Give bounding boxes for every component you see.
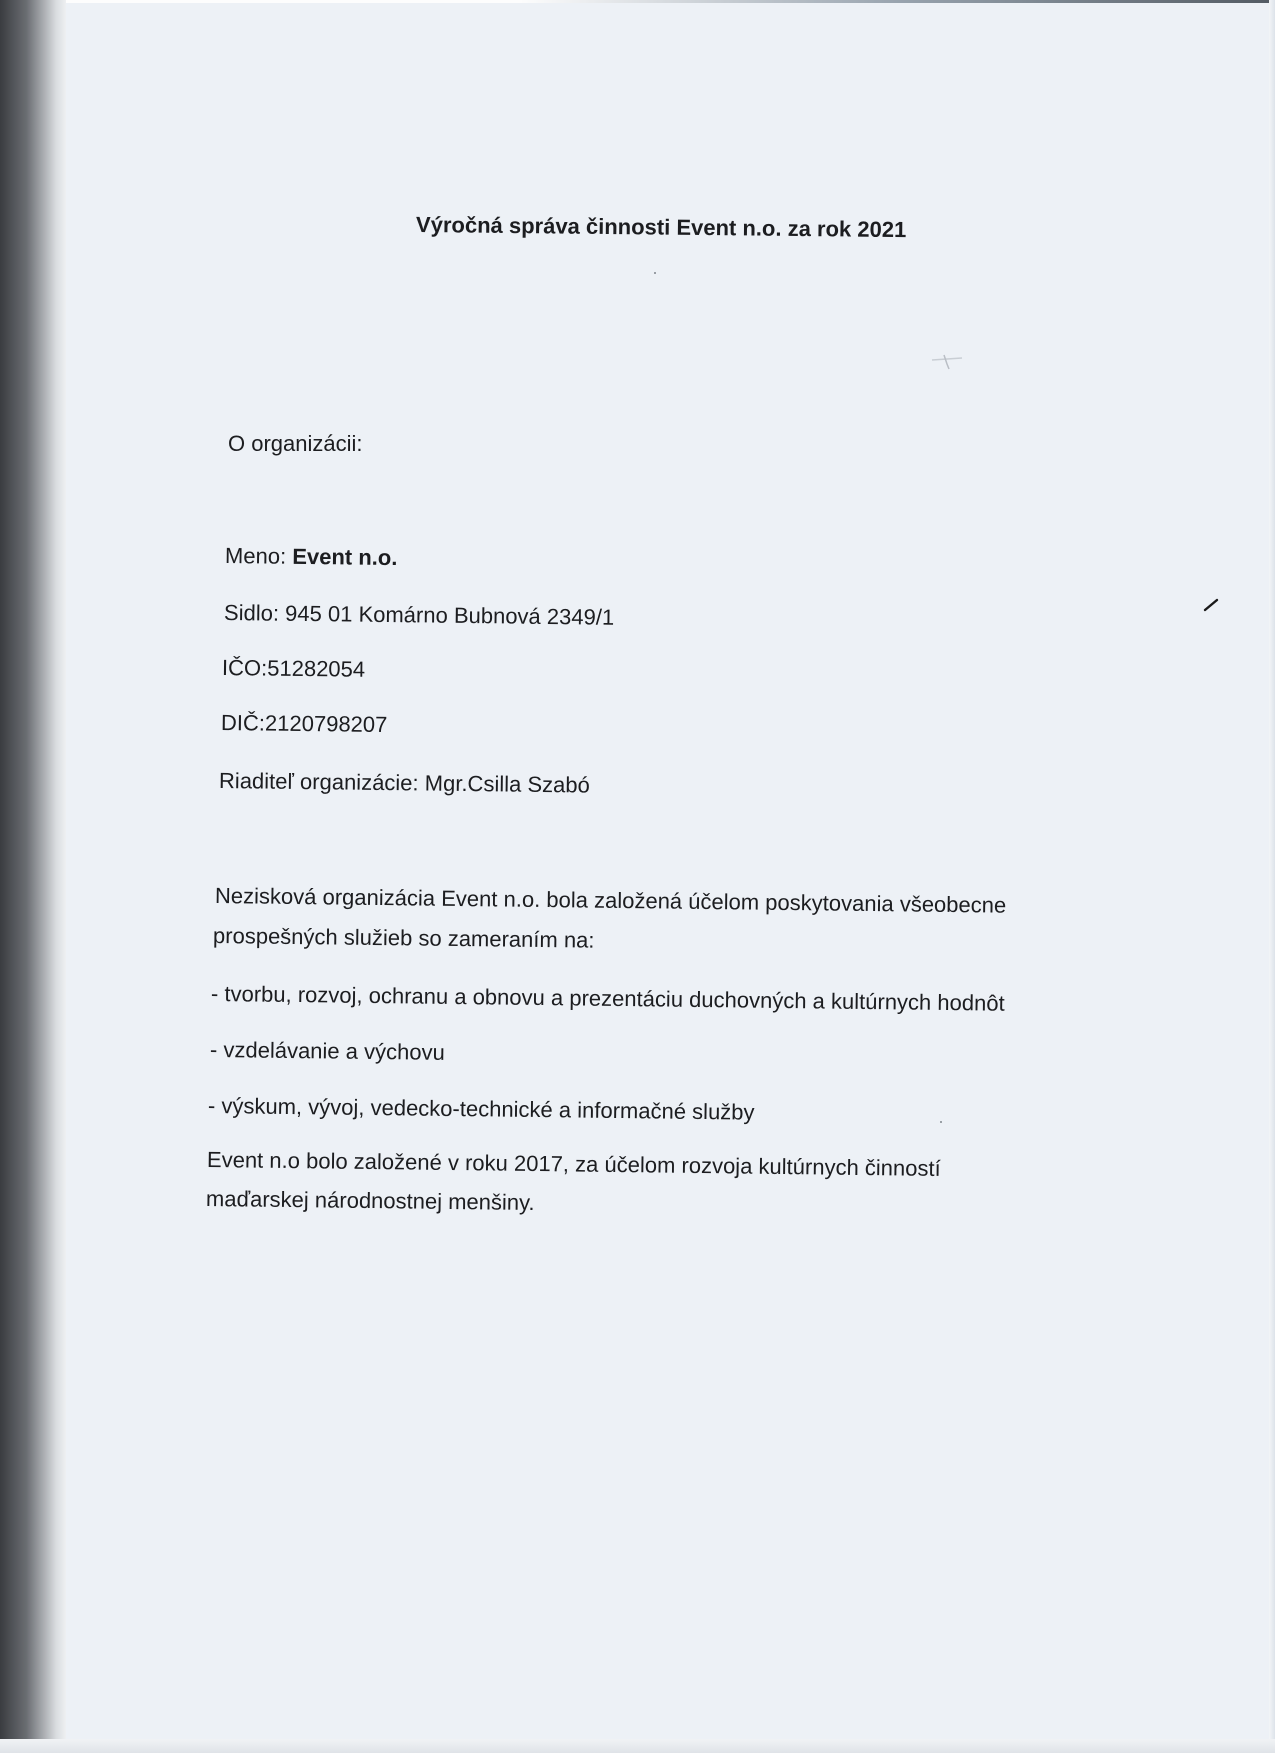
intro-line: Nezisková organizácia Event n.o. bola založená účelom poskytovania všeobecne xyxy=(214,883,1007,918)
section-heading: O organizácii: xyxy=(228,431,363,456)
intro-line: prospešných služieb so zameraním na: xyxy=(212,923,595,953)
org-name-label: Meno: xyxy=(224,543,287,569)
org-ico: IČO:51282054 xyxy=(221,655,366,682)
founding-line: maďarskej národnostnej menšiny. xyxy=(205,1186,535,1216)
scanner-shadow-left xyxy=(0,0,66,1753)
org-name-value: Event n.o. xyxy=(292,543,398,571)
paper-sheet xyxy=(66,3,1269,1739)
focus-list-item: - tvorbu, rozvoj, ochranu a obnovu a prezentáciu duchovných a kultúrnych hodnôt xyxy=(210,981,1005,1016)
org-dic: DIČ:2120798207 xyxy=(220,710,388,738)
org-name-line xyxy=(225,543,398,571)
scanner-edge-right xyxy=(1269,0,1275,1753)
org-seat: Sidlo: 945 01 Komárno Bubnová 2349/1 xyxy=(223,600,615,630)
org-director: Riaditeľ organizácie: Mgr.Csilla Szabó xyxy=(218,768,590,798)
document-title: Výročná správa činnosti Event n.o. za rok 2021 xyxy=(415,212,907,243)
scanner-edge-bottom xyxy=(0,1739,1275,1753)
scanner-edge-top xyxy=(520,0,1275,3)
scan-speck xyxy=(654,272,656,274)
founding-line: Event n.o bolo založené v roku 2017, za účelom rozvoja kultúrnych činností xyxy=(206,1147,941,1181)
scan-mark xyxy=(1203,598,1219,612)
focus-list-item: - vzdelávanie a výchovu xyxy=(209,1037,445,1065)
scan-speck xyxy=(940,1121,942,1123)
focus-list-item: - výskum, vývoj, vedecko-technické a informačné služby xyxy=(207,1093,755,1125)
scan-smudge xyxy=(930,352,964,372)
